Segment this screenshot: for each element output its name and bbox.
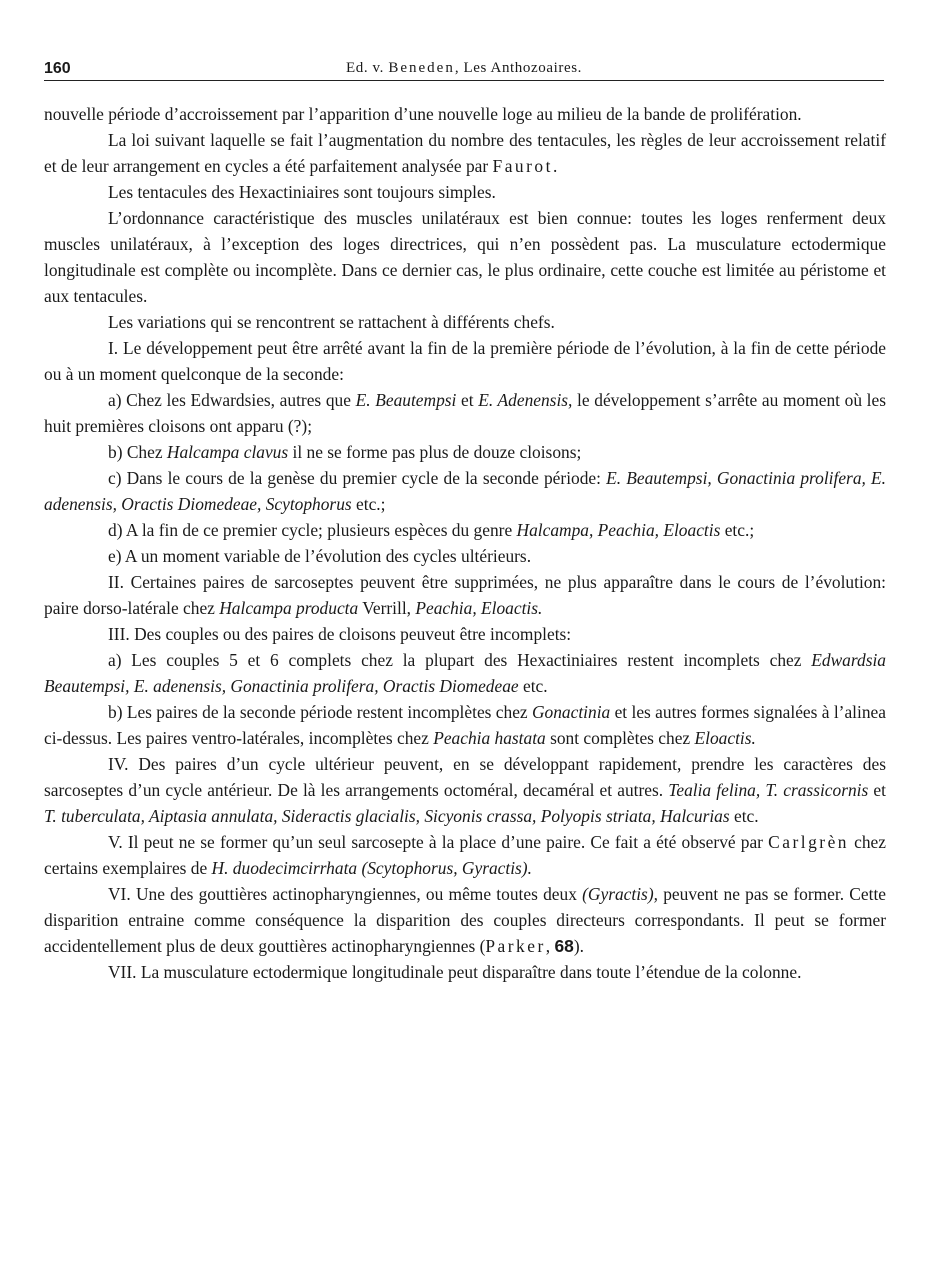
paragraph <box>44 127 886 179</box>
reference-number: 68 <box>554 936 574 956</box>
paragraph <box>44 387 886 439</box>
text-run: et <box>868 780 886 800</box>
paragraph <box>44 829 886 881</box>
text-run: peuvent ne pas se former. Cette disparition entraine comme conséquence la disparition des couples directeurs correspondants. Il peut se former accidentellement plus de deux gouttières actinopharyngiennes ( <box>44 884 886 956</box>
text-run: d) A la fin de ce premier cycle; plusieurs espèces du genre <box>108 520 517 540</box>
spaced-name: Parker <box>485 936 546 956</box>
text-run: etc.; <box>351 494 386 514</box>
text-run: le développement s’arrête au moment où les huit premières cloisons ont apparu (?); <box>44 390 886 436</box>
text-run: II. Certaines paires de sarcoseptes peuvent être supprimées, ne plus apparaître dans le cours de l’évolution: paire dorso-latérale chez <box>44 572 886 618</box>
running-title <box>44 60 884 77</box>
paragraph <box>44 959 886 985</box>
species-name: E. Beautempsi <box>355 390 457 410</box>
text-run: . <box>552 156 558 176</box>
text-run: ). <box>573 936 584 956</box>
text-run: V. Il peut ne se former qu’un seul sarcosepte à la place d’une paire. Ce fait a été observé par <box>108 832 769 852</box>
text-run: Les tentacules des Hexactiniaires sont toujours simples. <box>108 182 496 202</box>
text-run: c) Dans le cours de la genèse du premier cycle de la seconde période: <box>108 468 607 488</box>
spaced-name: Faurot <box>492 156 553 176</box>
running-header <box>44 58 884 81</box>
paragraph <box>44 569 886 621</box>
text-run: et <box>456 390 479 410</box>
species-name: E. Adenensis, <box>478 390 573 410</box>
text-run: nouvelle période d’accroissement par l’apparition d’une nouvelle loge au milieu de la bande de prolifération. <box>44 104 802 124</box>
text-run: etc.; <box>720 520 755 540</box>
text-run: III. Des couples ou des paires de cloisons peuveut être incomplets: <box>108 624 572 644</box>
spaced-name: Carlgrèn <box>768 832 849 852</box>
paragraph <box>44 309 886 335</box>
text-run: a) Les couples 5 et 6 complets chez la plupart des Hexactiniaires restent incomplets chez <box>108 650 812 670</box>
paragraph <box>44 439 886 465</box>
author-initials: Ed. v. <box>345 60 389 76</box>
text-run: Verrill, <box>358 598 416 618</box>
species-name: Halcampa producta <box>219 598 359 618</box>
text-run: VI. Une des gouttières actinopharyngiennes, ou même toutes deux <box>108 884 583 904</box>
text-run: Les variations qui se rencontrent se rattachent à différents chefs. <box>108 312 555 332</box>
paragraph <box>44 205 886 309</box>
paragraph <box>44 751 886 829</box>
text-run: sont complètes chez <box>545 728 695 748</box>
text-run: I. Le développement peut être arrêté avant la fin de la première période de l’évolution, à la fin de cette période ou à un moment quelconque de la seconde: <box>44 338 886 384</box>
species-name: Peachia, Eloactis. <box>415 598 543 618</box>
species-name: (Gyractis), <box>582 884 658 904</box>
species-name: T. tuberculata, Aiptasia annulata, Sideractis glacialis, Sicyonis crassa, Polyopis striata, Halcurias <box>44 806 730 826</box>
text-run: etc. <box>729 806 759 826</box>
work-title: , Les Anthozoaires. <box>454 60 583 76</box>
text-run: etc. <box>518 676 548 696</box>
species-name: Edwardsia Beautempsi, E. adenensis, Gonactinia prolifera, Oractis Diomedeae <box>44 650 886 696</box>
author-name: Beneden <box>388 60 455 76</box>
paragraph <box>44 543 886 569</box>
body-text <box>44 101 886 985</box>
page-number: 160 <box>44 60 71 77</box>
species-name: Gonactinia <box>531 702 611 722</box>
text-run: La loi suivant laquelle se fait l’augmentation du nombre des tentacules, les règles de leur accroissement relatif et de leur arrangement en cycles a été parfaitement analysée par <box>44 130 886 176</box>
species-name: Halcampa, Peachia, Eloactis <box>516 520 721 540</box>
paragraph <box>44 881 886 959</box>
text-run: b) Chez <box>108 442 167 462</box>
paragraph <box>44 621 886 647</box>
text-run: il ne se forme pas plus de douze cloisons; <box>288 442 582 462</box>
paragraph <box>44 517 886 543</box>
paragraph <box>44 465 886 517</box>
text-run: IV. Des paires d’un cycle ultérieur peuvent, en se développant rapidement, prendre les caractères des sarcoseptes d’un cycle antérieur. De là les arrangements octoméral, decaméral et autres. <box>44 754 886 800</box>
paragraph <box>44 179 886 205</box>
paragraph <box>44 101 886 127</box>
text-run: e) A un moment variable de l’évolution des cycles ultérieurs. <box>108 546 532 566</box>
text-run: VII. La musculature ectodermique longitudinale peut disparaître dans toute l’étendue de la colonne. <box>108 962 802 982</box>
text-run: L’ordonnance caractéristique des muscles unilatéraux est bien connue: toutes les loges renferment deux muscles unilatéraux, à l’exception des loges directrices, qui n’en possèdent pas. La musculature ectodermique longitudinale est complète ou incomplète. Dans ce dernier cas, le plus ordinaire, cette couche est limitée au péristome et aux tentacules. <box>44 208 886 306</box>
paragraph <box>44 699 886 751</box>
species-name: Tealia felina, T. crassicornis <box>668 780 869 800</box>
text-run: a) Chez les Edwardsies, autres que <box>108 390 356 410</box>
paragraph <box>44 647 886 699</box>
text-run: b) Les paires de la seconde période restent incomplètes chez <box>108 702 532 722</box>
species-name: Halcampa clavus <box>166 442 289 462</box>
text-run: et les autres formes signalées à l’alinea ci-dessus. Les paires ventro-latérales, incomplètes chez <box>44 702 886 748</box>
paragraph <box>44 335 886 387</box>
text-run: chez certains exemplaires de <box>44 832 886 878</box>
species-name: Peachia hastata <box>433 728 546 748</box>
text-run: , <box>545 936 555 956</box>
species-name: Eloactis. <box>694 728 756 748</box>
species-name: E. Beautempsi, Gonactinia prolifera, E. adenensis, Oractis Diomedeae, Scytophorus <box>44 468 887 514</box>
species-name: H. duodecimcirrhata (Scytophorus, Gyractis). <box>211 858 532 878</box>
